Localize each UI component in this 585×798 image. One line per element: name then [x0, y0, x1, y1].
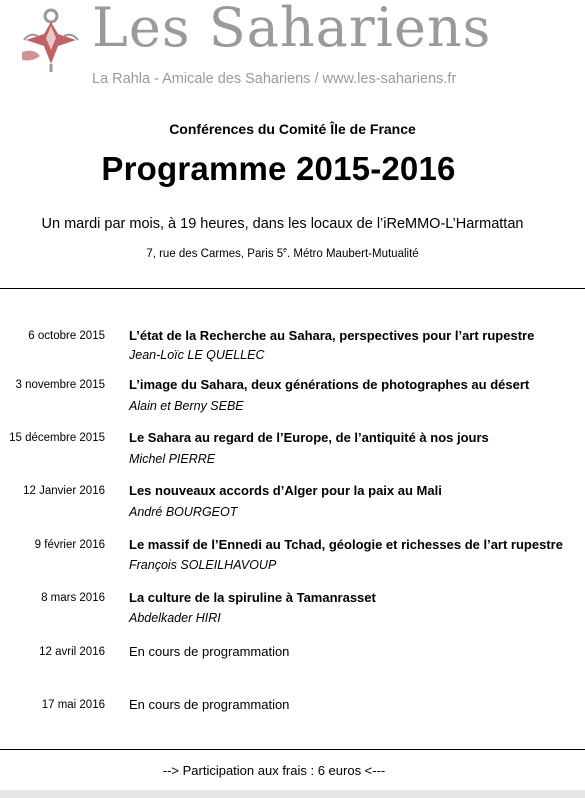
event-speaker: Abdelkader HIRI: [129, 611, 221, 625]
event-title: L’image du Sahara, deux générations de photographes au désert: [129, 377, 530, 392]
event-date: 8 mars 2016: [41, 592, 105, 604]
address-line: [0, 247, 565, 260]
event-title: En cours de programmation: [129, 697, 290, 712]
event-title: En cours de programmation: [129, 644, 290, 659]
address-superscript: e: [283, 247, 287, 254]
event-speaker: Michel PIERRE: [129, 452, 216, 466]
event-title: La culture de la spiruline à Tamanrasset: [129, 590, 376, 605]
divider-top: [0, 288, 585, 289]
page-bottom-edge: [0, 790, 585, 798]
event-date: 17 mai 2016: [41, 699, 105, 711]
event-date: 9 février 2016: [34, 539, 105, 551]
event-speaker: Alain et Berny SEBE: [129, 399, 244, 413]
participation-note: --> Participation aux frais : 6 euros <---: [162, 763, 386, 778]
event-speaker: André BOURGEOT: [129, 505, 238, 519]
event-title: L’état de la Recherche au Sahara, perspectives pour l’art rupestre: [129, 328, 535, 343]
event-speaker: Jean-Loïc LE QUELLEC: [129, 348, 265, 362]
address-suffix: . Métro Maubert-Mutualité: [287, 247, 419, 260]
event-title: Le massif de l’Ennedi au Tchad, géologie et richesses de l’art rupestre: [129, 537, 563, 552]
event-title: Le Sahara au regard de l’Europe, de l’antiquité à nos jours: [129, 430, 489, 445]
address-prefix: 7, rue des Carmes, Paris 5: [146, 247, 284, 260]
event-speaker: François SOLEILHAVOUP: [129, 558, 277, 572]
event-date: 12 Janvier 2016: [23, 485, 105, 497]
event-date: 12 avril 2016: [39, 646, 105, 658]
event-date: 3 novembre 2015: [15, 379, 105, 391]
conference-subtitle: Conférences du Comité Île de France: [169, 121, 416, 137]
header-logo: [0, 0, 585, 100]
event-date: 6 octobre 2015: [28, 330, 105, 342]
saharan-cross-emblem-icon: [20, 4, 82, 74]
divider-bottom: [0, 749, 585, 750]
brand-tagline: La Rahla - Amicale des Sahariens / www.les-sahariens.fr: [92, 71, 457, 87]
brand-name: Les Sahariens: [92, 0, 492, 59]
event-title: Les nouveaux accords d’Alger pour la paix au Mali: [129, 483, 442, 498]
event-date: 15 décembre 2015: [9, 432, 105, 444]
page-title: Programme 2015-2016: [101, 150, 456, 187]
schedule-line: Un mardi par mois, à 19 heures, dans les locaux de l’iReMMO-L’Harmattan: [41, 216, 524, 232]
